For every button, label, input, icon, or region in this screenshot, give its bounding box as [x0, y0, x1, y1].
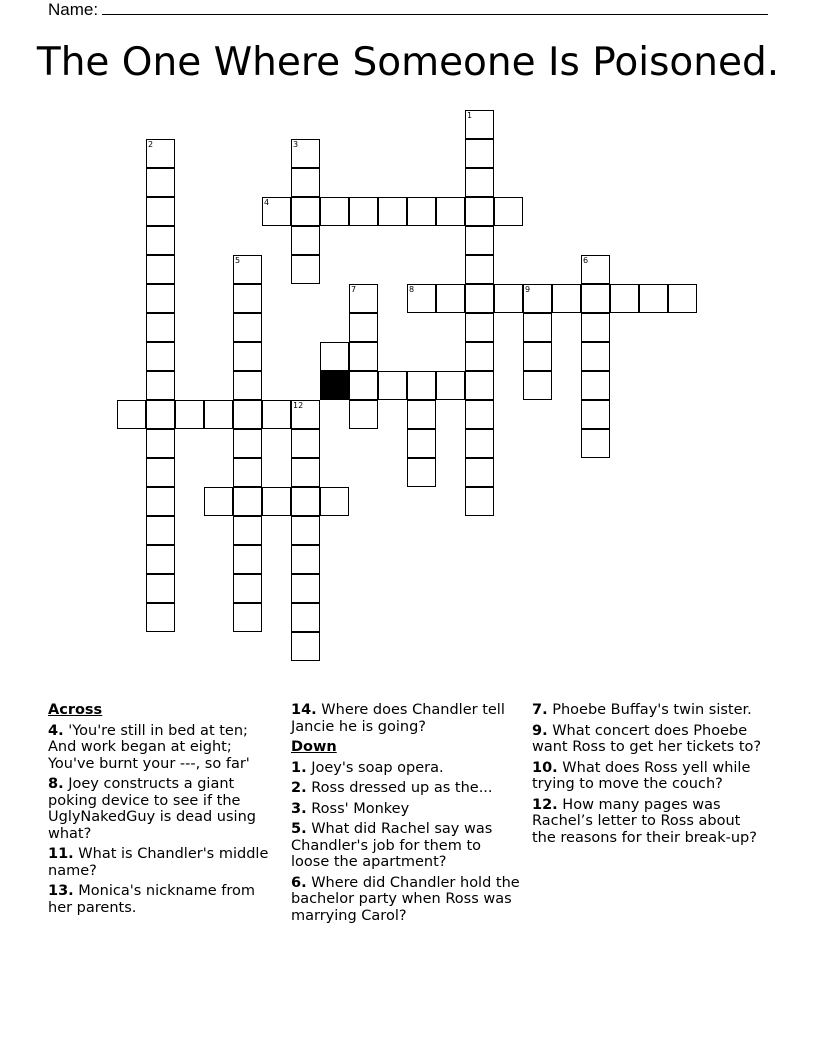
grid-cell[interactable] [581, 284, 610, 313]
grid-cell[interactable] [233, 400, 262, 429]
grid-cell[interactable] [552, 284, 581, 313]
clue-number: 11 [322, 372, 333, 381]
grid-cell[interactable] [349, 197, 378, 226]
grid-cell[interactable] [233, 342, 262, 371]
grid-cell[interactable] [146, 313, 175, 342]
grid-cell[interactable] [233, 516, 262, 545]
clue-number: 7 [351, 285, 357, 294]
grid-cell[interactable] [465, 487, 494, 516]
grid-cell[interactable] [465, 429, 494, 458]
clue-number: 8 [409, 285, 415, 294]
grid-cell[interactable] [204, 487, 233, 516]
grid-cell[interactable] [146, 545, 175, 574]
grid-cell[interactable] [233, 255, 262, 284]
grid-cell[interactable] [291, 226, 320, 255]
grid-cell[interactable] [146, 255, 175, 284]
grid-cell[interactable] [436, 197, 465, 226]
grid-cell[interactable] [233, 574, 262, 603]
clue-number: 6 [583, 256, 589, 265]
clue-down-12: 12. How many pages was Rachel’s letter to Ross about the reasons for their break-up? [532, 796, 757, 846]
grid-cell[interactable] [320, 487, 349, 516]
grid-cell[interactable] [146, 458, 175, 487]
grid-cell[interactable] [378, 197, 407, 226]
grid-cell[interactable] [146, 284, 175, 313]
grid-cell[interactable] [291, 429, 320, 458]
grid-cell[interactable] [291, 168, 320, 197]
clue-number: 2 [148, 140, 154, 149]
clue-across-11: 11. What is Chandler's middle name? [48, 846, 269, 879]
grid-cell[interactable] [581, 313, 610, 342]
grid-cell[interactable] [146, 487, 175, 516]
grid-cell[interactable] [581, 342, 610, 371]
grid-cell[interactable] [349, 371, 378, 400]
clue-across-8: 8. Joey constructs a giant poking device to see if the UglyNakedGuy is dead using what? [48, 776, 256, 842]
clue-number: 5 [235, 256, 241, 265]
grid-cell[interactable] [436, 371, 465, 400]
grid-cell[interactable] [262, 197, 291, 226]
grid-cell[interactable] [349, 400, 378, 429]
grid-cell[interactable] [523, 313, 552, 342]
grid-cell[interactable] [581, 371, 610, 400]
clue-down-9: 9. What concert does Phoebe want Ross to get her tickets to? [532, 722, 762, 755]
grid-cell[interactable] [378, 371, 407, 400]
grid-cell[interactable] [465, 313, 494, 342]
grid-cell[interactable] [233, 284, 262, 313]
grid-cell[interactable] [233, 545, 262, 574]
grid-cell[interactable] [523, 371, 552, 400]
grid-cell[interactable] [465, 400, 494, 429]
grid-cell[interactable] [407, 429, 436, 458]
puzzle-title: The One Where Someone Is Poisoned. [36, 40, 780, 85]
grid-cell[interactable] [407, 458, 436, 487]
clue-number: 4 [264, 198, 270, 207]
grid-cell[interactable] [523, 342, 552, 371]
grid-cell[interactable] [291, 255, 320, 284]
grid-cell[interactable] [175, 400, 204, 429]
grid-cell[interactable] [465, 342, 494, 371]
grid-cell[interactable] [146, 429, 175, 458]
clue-column-3 [532, 702, 762, 850]
clue-down-2: 2. Ross dressed up as the... [291, 780, 493, 796]
grid-cell[interactable] [494, 197, 523, 226]
grid-cell[interactable] [291, 574, 320, 603]
down-heading: Down [291, 739, 337, 755]
grid-block [320, 371, 349, 400]
clue-down-5: 5. What did Rachel say was Chandler's job for them to loose the apartment? [291, 821, 493, 870]
grid-cell[interactable] [233, 429, 262, 458]
grid-cell[interactable] [146, 139, 175, 168]
grid-cell[interactable] [291, 603, 320, 632]
grid-cell[interactable] [436, 284, 465, 313]
grid-cell[interactable] [465, 168, 494, 197]
clue-column-2 [291, 702, 521, 928]
grid-cell[interactable] [610, 284, 639, 313]
clue-down-10: 10. What does Ross yell while trying to move the couch? [532, 759, 751, 792]
grid-cell[interactable] [581, 400, 610, 429]
grid-cell[interactable] [291, 139, 320, 168]
grid-cell[interactable] [146, 371, 175, 400]
clue-across-13: 13. Monica's nickname from her parents. [48, 883, 255, 916]
grid-cell[interactable] [349, 284, 378, 313]
clue-column-1 [48, 702, 273, 920]
grid-cell[interactable] [146, 168, 175, 197]
grid-cell[interactable] [262, 400, 291, 429]
grid-cell[interactable] [291, 197, 320, 226]
clue-down-6: 6. Where did Chandler hold the bachelor party when Ross was marrying Carol? [291, 874, 520, 924]
grid-cell[interactable] [639, 284, 668, 313]
grid-cell[interactable] [204, 400, 233, 429]
name-label: Name: [48, 0, 99, 19]
grid-cell[interactable] [233, 313, 262, 342]
clue-across-4: 4. 'You're still in bed at ten; And work began at eight; You've burnt your ---, so far' [48, 722, 250, 772]
grid-cell[interactable] [146, 197, 175, 226]
grid-cell[interactable] [233, 487, 262, 516]
grid-cell[interactable] [465, 284, 494, 313]
grid-cell[interactable] [146, 226, 175, 255]
grid-cell[interactable] [407, 400, 436, 429]
grid-cell[interactable] [407, 197, 436, 226]
grid-cell[interactable] [465, 458, 494, 487]
clue-number: 12 [293, 401, 304, 410]
clue-number: 3 [293, 140, 299, 149]
across-heading: Across [48, 702, 103, 718]
grid-cell[interactable] [233, 458, 262, 487]
grid-cell[interactable] [407, 371, 436, 400]
grid-cell[interactable] [291, 487, 320, 516]
clue-down-3: 3. Ross' Monkey [291, 800, 410, 817]
grid-cell[interactable] [146, 342, 175, 371]
grid-cell[interactable] [291, 545, 320, 574]
grid-cell[interactable] [262, 487, 291, 516]
grid-cell[interactable] [320, 342, 349, 371]
clue-down-1: 1. Joey's soap opera. [291, 759, 444, 776]
clue-across-14: 14. Where does Chandler tell Jancie he is going? [291, 702, 505, 735]
grid-cell[interactable] [668, 284, 697, 313]
clue-number: 9 [525, 285, 531, 294]
grid-cell[interactable] [146, 400, 175, 429]
grid-cell[interactable] [320, 197, 349, 226]
grid-cell[interactable] [117, 400, 146, 429]
grid-cell[interactable] [233, 603, 262, 632]
clue-number: 1 [467, 111, 473, 120]
grid-cell[interactable] [465, 110, 494, 139]
grid-cell[interactable] [146, 574, 175, 603]
grid-cell[interactable] [349, 342, 378, 371]
grid-cell[interactable] [349, 313, 378, 342]
grid-cell[interactable] [291, 458, 320, 487]
grid-cell[interactable] [581, 429, 610, 458]
grid-cell[interactable] [465, 371, 494, 400]
grid-cell[interactable] [465, 255, 494, 284]
grid-cell[interactable] [465, 197, 494, 226]
clue-down-7: 7. Phoebe Buffay's twin sister. [532, 702, 752, 718]
grid-cell[interactable] [494, 284, 523, 313]
grid-cell[interactable] [465, 226, 494, 255]
grid-cell[interactable] [146, 603, 175, 632]
grid-cell[interactable] [146, 516, 175, 545]
grid-cell[interactable] [291, 516, 320, 545]
grid-cell[interactable] [523, 284, 552, 313]
grid-cell[interactable] [465, 139, 494, 168]
grid-cell[interactable] [291, 632, 320, 661]
grid-cell[interactable] [581, 255, 610, 284]
grid-cell[interactable] [233, 371, 262, 400]
grid-cell[interactable] [407, 284, 436, 313]
grid-cell[interactable] [291, 400, 320, 429]
